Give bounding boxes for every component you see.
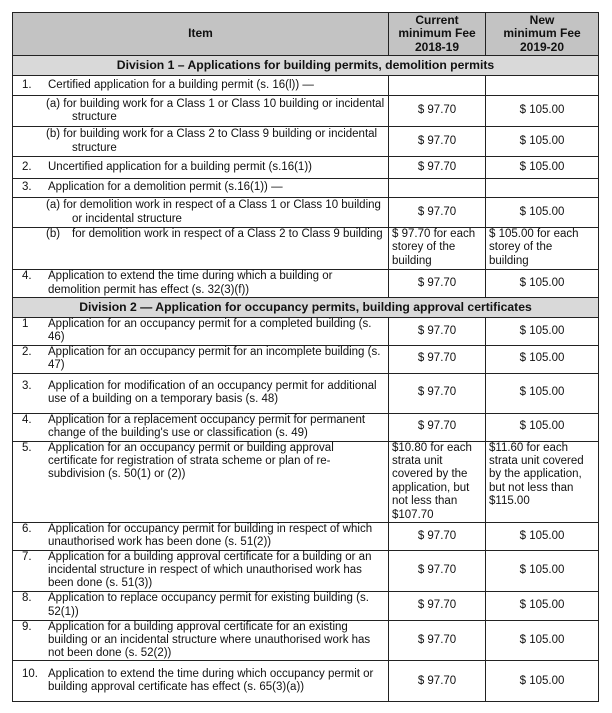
item-text: (b) for building work for a Class 2 to Class 9 building or incidental structure: [46, 128, 378, 154]
item-sub-label: (b): [46, 228, 61, 240]
current-fee: $ 97.70: [389, 157, 486, 179]
item-text: Application for a building approval certificate for an existing building or an incidental structure where unauthorised work has not been done (s. 52(2)): [48, 620, 371, 660]
table-row: [13, 179, 599, 198]
current-fee: $ 97.70: [389, 127, 486, 157]
item-number: 7.: [22, 550, 32, 563]
table-row: [13, 345, 599, 373]
current-fee: $ 97.70: [389, 591, 486, 620]
current-fee: $10.80 for each strata unit covered by the application, but not less than $107.70: [389, 441, 486, 522]
item-text: Application to extend the time during which a building or demolition permit has effect (s. 32(3)(f)): [48, 270, 333, 296]
item-number: 3.: [22, 181, 32, 194]
table-row: [13, 228, 599, 270]
item-number: 5.: [22, 441, 32, 454]
item-text: Application for a building approval certificate for a building or an incidental structure in respect of which unauthorised work has been done (s. 51(3)): [48, 550, 372, 590]
current-fee: $ 97.70: [389, 318, 486, 346]
current-fee: $ 97.70: [389, 661, 486, 702]
new-fee: $ 105.00: [486, 620, 599, 661]
table-row: [13, 157, 599, 179]
current-fee: $ 97.70: [389, 96, 486, 127]
current-fee: [389, 76, 486, 96]
item-number: 1: [22, 318, 29, 330]
division-heading-row: [13, 56, 599, 76]
item-number: 2.: [22, 160, 32, 173]
table-row: [13, 523, 599, 551]
item-text: Certified application for a building permit (s. 16(l)) —: [48, 78, 314, 91]
current-fee: $ 97.70: [389, 270, 486, 298]
table-row: [13, 413, 599, 441]
current-fee: $ 97.70: [389, 345, 486, 373]
header-new-line: minimum Fee: [503, 26, 581, 41]
current-fee: $ 97.70: [389, 550, 486, 591]
current-fee: $ 97.70: [389, 373, 486, 413]
table-row: [13, 198, 599, 228]
new-fee: $11.60 for each strata unit covered by the application, but not less than $115.00: [486, 441, 599, 522]
current-fee: $ 97.70: [389, 413, 486, 441]
item-number: 10.: [22, 668, 38, 681]
current-fee: $ 97.70: [389, 523, 486, 551]
item-text: (a) for demolition work in respect of a Class 1 or Class 10 building or incidental structure: [46, 199, 381, 225]
new-fee: $ 105.00 for each storey of the building: [486, 228, 599, 270]
new-fee: $ 105.00: [486, 318, 599, 346]
new-fee: $ 105.00: [486, 96, 599, 127]
item-text: Application for an occupancy permit for a completed building (s. 46): [48, 318, 372, 344]
new-fee: $ 105.00: [486, 591, 599, 620]
table-header-row: [13, 13, 599, 56]
item-text: Application for an occupancy permit or building approval certificate for registration of strata scheme or plan of re-subdivision (s. 50(1) or (2)): [48, 441, 334, 481]
item-text: Uncertified application for a building permit (s.16(1)): [48, 160, 312, 173]
table-row: [13, 270, 599, 298]
new-fee: $ 105.00: [486, 661, 599, 702]
new-fee: [486, 76, 599, 96]
header-new-line: New: [529, 12, 555, 27]
table-row: [13, 96, 599, 127]
table-row: [13, 661, 599, 702]
new-fee: $ 105.00: [486, 550, 599, 591]
current-fee: $ 97.70: [389, 198, 486, 228]
new-fee: $ 105.00: [486, 345, 599, 373]
table-row: [13, 127, 599, 157]
item-number: 9.: [22, 620, 32, 633]
new-fee: $ 105.00: [486, 413, 599, 441]
table-row: [13, 620, 599, 661]
division-2-title: Division 2 — Application for occupancy permits, building approval certificates: [13, 298, 599, 318]
item-number: 4.: [22, 270, 32, 283]
header-current-line: minimum Fee: [398, 26, 476, 41]
current-fee: $ 97.70: [389, 620, 486, 661]
item-text: for demolition work in respect of a Class 2 to Class 9 building: [72, 228, 383, 240]
current-fee: [389, 179, 486, 198]
division-1-title: Division 1 – Applications for building permits, demolition permits: [13, 56, 599, 76]
new-fee: $ 105.00: [486, 198, 599, 228]
header-current-fee: [389, 13, 486, 56]
table-row: [13, 76, 599, 96]
table-row: [13, 441, 599, 522]
item-text: Application for modification of an occupancy permit for additional use of a building on a temporary basis (s. 48): [48, 379, 377, 406]
header-current-line: 2018-19: [414, 39, 460, 54]
item-number: 1.: [22, 78, 32, 91]
item-number: 6.: [22, 523, 32, 536]
item-text: Application for a replacement occupancy permit for permanent change of the building's use or classification (s. 49): [48, 413, 366, 440]
item-number: 2.: [22, 345, 32, 358]
item-text: Application to extend the time during which occupancy permit or building approval certificate has effect (s. 65(3)(a)): [48, 668, 374, 694]
item-text: Application for an occupancy permit for an incomplete building (s. 47): [48, 345, 381, 372]
item-text: Application for a demolition permit (s.16(1)) —: [48, 181, 283, 194]
header-new-line: 2019-20: [519, 39, 565, 54]
new-fee: $ 105.00: [486, 373, 599, 413]
item-number: 3.: [22, 379, 32, 392]
new-fee: $ 105.00: [486, 157, 599, 179]
table-row: [13, 591, 599, 620]
header-current-line: Current: [415, 12, 459, 27]
division-heading-row: [13, 298, 599, 318]
item-number: 4.: [22, 413, 32, 426]
table-row: [13, 550, 599, 591]
table-row: [13, 318, 599, 346]
fee-table: [12, 12, 599, 702]
new-fee: $ 105.00: [486, 270, 599, 298]
table-row: [13, 373, 599, 413]
new-fee: $ 105.00: [486, 523, 599, 551]
header-new-fee: [486, 13, 599, 56]
item-text: Application for occupancy permit for building in respect of which unauthorised work has been done (s. 51(2)): [48, 523, 373, 549]
current-fee: $ 97.70 for each storey of the building: [389, 228, 486, 270]
item-number: 8.: [22, 592, 32, 605]
item-text: Application to replace occupancy permit for existing building (s. 52(1)): [48, 592, 369, 618]
item-text: (a) for building work for a Class 1 or Class 10 building or incidental structure: [46, 97, 385, 123]
header-item: Item: [13, 13, 389, 56]
new-fee: [486, 179, 599, 198]
new-fee: $ 105.00: [486, 127, 599, 157]
